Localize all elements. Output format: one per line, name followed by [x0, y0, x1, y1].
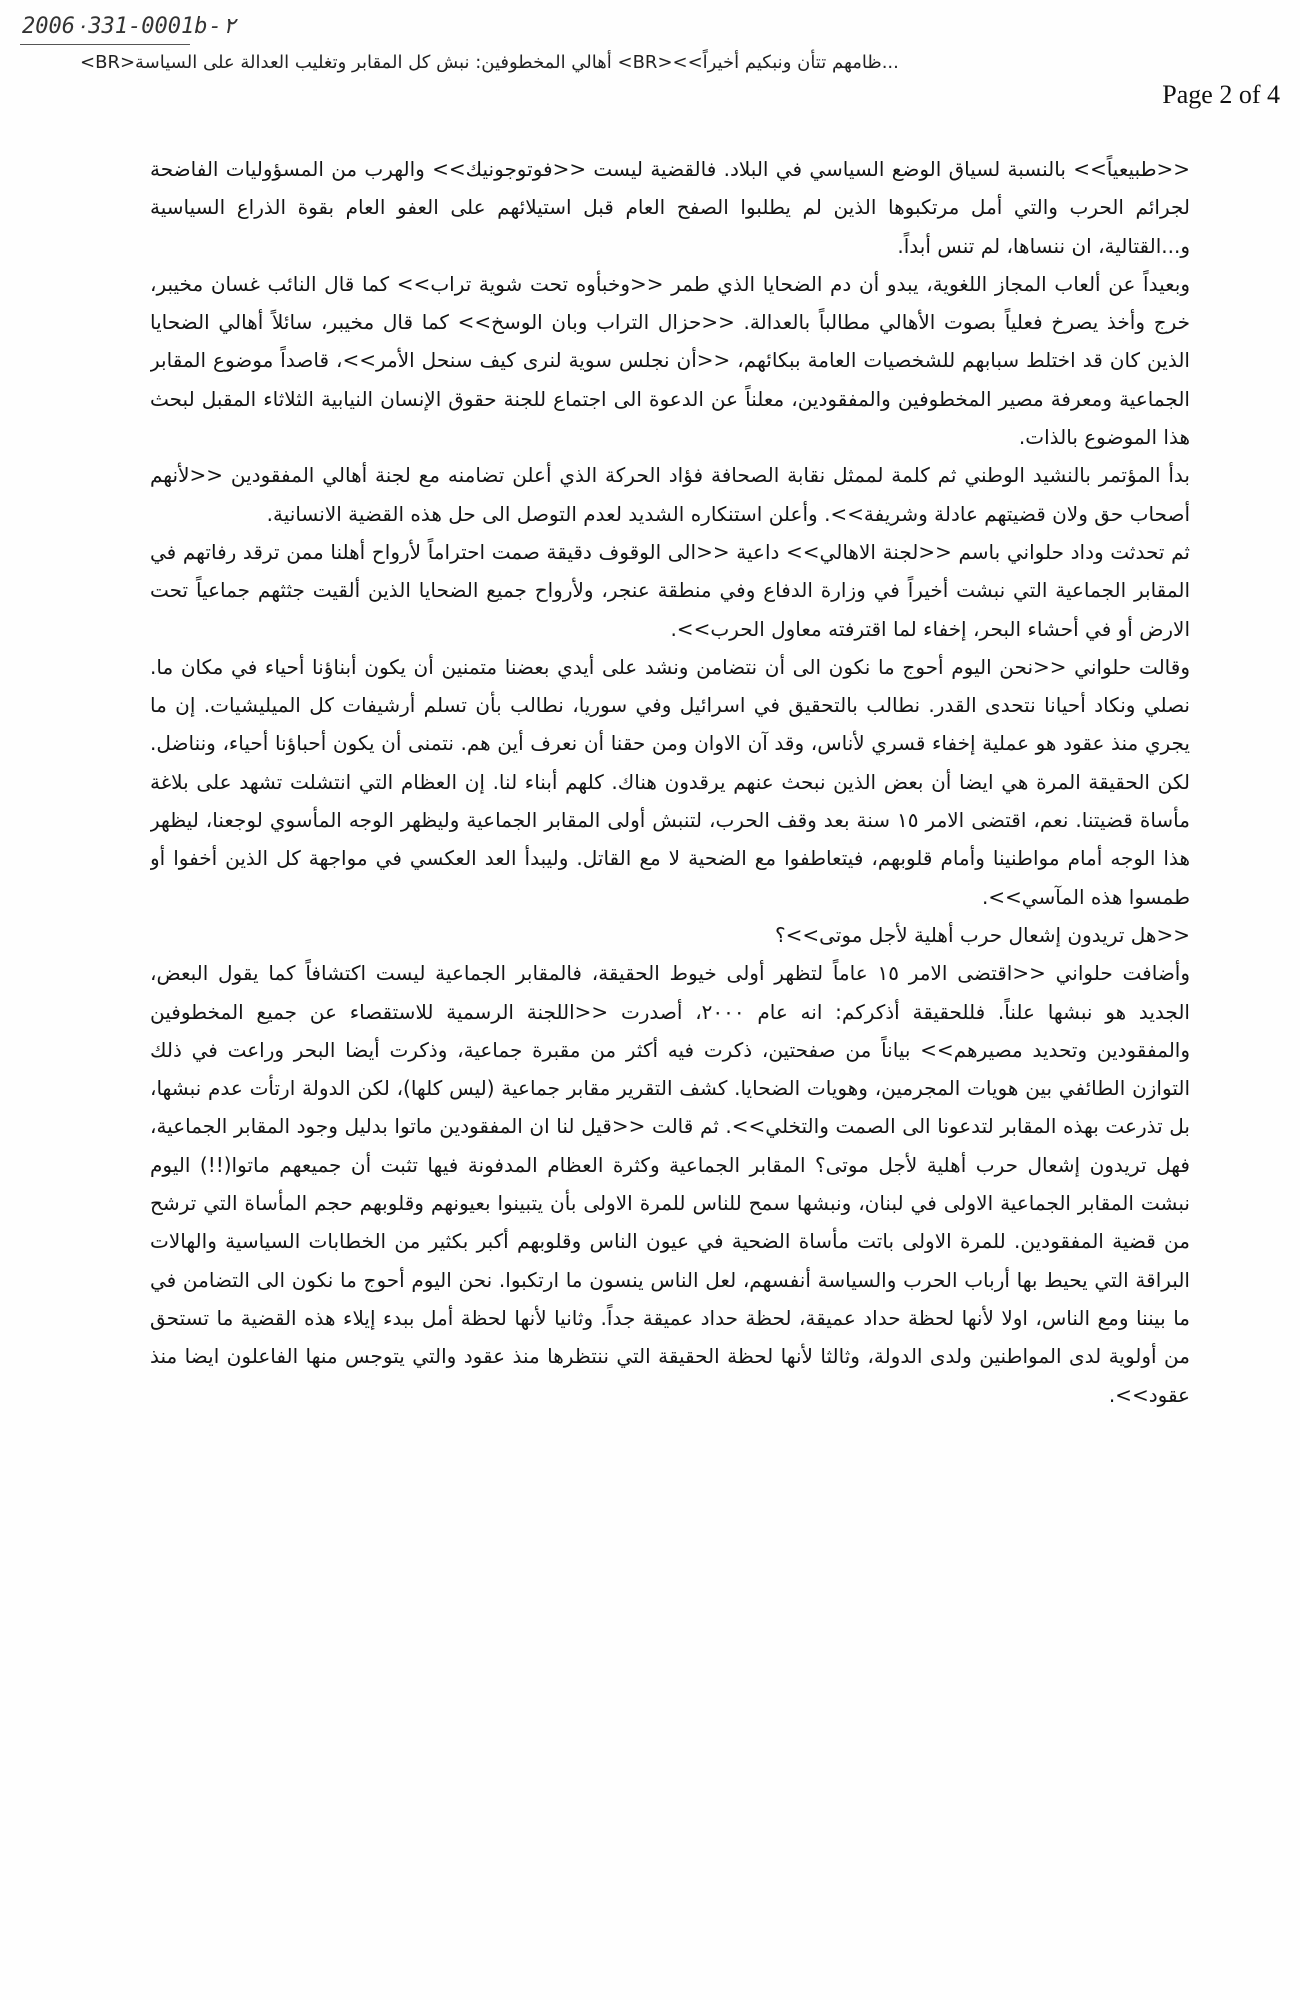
- handwritten-document-id: 2006٠331-0001b-٢: [22, 14, 236, 39]
- paragraph: وقالت حلواني <<نحن اليوم أحوج ما نكون الى أن نتضامن ونشد على أيدي بعضنا متمنين أن يكون أبناؤنا أحياء في مكان ما. نصلي ونكاد أحيانا نتحدى القدر. نطالب بالتحقيق في اسرائيل وفي سوريا، نطالب بأن تسلم أرشيفات كل الميليشيات. إن ما يجري منذ عقود هو عملية إخفاء قسري لأناس، وقد آن الاوان ومن حقنا أن نعرف أين هم. نتمنى أن يكون أحباؤنا أحياء، ونناضل. لكن الحقيقة المرة هي ايضا أن بعض الذين نبحث عنهم يرقدون هناك. كلهم أبناء لنا. إن العظام التي انتشلت تشهد على بلاغة مأساة قضيتنا. نعم، اقتضى الامر ١٥ سنة بعد وقف الحرب، لتنبش أولى المقابر الجماعية وليظهر الوجه المأسوي لوجعنا، ليظهر هذا الوجه أمام مواطنينا وأمام قلوبهم، فيتعاطفوا مع الضحية لا مع القاتل. وليبدأ العد العكسي في مواجهة كل الذين أخفوا أو طمسوا هذه المآسي>>.: [150, 654, 1190, 909]
- header-title: ...ظامهم تتأن ونبكيم أخيراً>><BR> أهالي المخطوفين: نبش كل المقابر وتغليب العدالة على السياسة<BR>: [80, 52, 899, 73]
- page-number: Page 2 of 4: [1162, 80, 1280, 109]
- paragraph: <<طبيعياً>> بالنسبة لسياق الوضع السياسي في البلاد. فالقضية ليست <<فوتوجونيك>> والهرب من المسؤوليات الفاضحة لجرائم الحرب والتي أمل مرتكبوها الذين لم يطلبوا الصفح العام قبل استيلائهم على العفو العام بقوة الذراع السياسية و...القتالية، ان ننساها، لم تنس أبداً.: [150, 157, 1190, 258]
- paragraph: بدأ المؤتمر بالنشيد الوطني ثم كلمة لممثل نقابة الصحافة فؤاد الحركة الذي أعلن تضامنه مع لجنة أهالي المفقودين <<لأنهم أصحاب حق ولان قضيتهم عادلة وشريفة>>. وأعلن استنكاره الشديد لعدم التوصل الى حل هذه القضية الانسانية.: [150, 463, 1190, 526]
- article-body: [150, 150, 1190, 1980]
- handwritten-underline: [20, 44, 190, 45]
- paragraph: <<هل تريدون إشعال حرب أهلية لأجل موتى>>؟: [775, 922, 1190, 947]
- paragraph: ثم تحدثت وداد حلواني باسم <<لجنة الاهالي>> داعية <<الى الوقوف دقيقة صمت احتراماً لأرواح أهلنا ممن ترقد رفاتهم في المقابر الجماعية التي نبشت أخيراً في وزارة الدفاع وفي منطقة عنجر، ولأرواح جميع الضحايا الذين ألقيت جثثهم جماعياً تحت الارض أو في أحشاء البحر، إخفاء لما اقترفته معاول الحرب>>.: [150, 539, 1190, 641]
- paragraph: وأضافت حلواني <<اقتضى الامر ١٥ عاماً لتظهر أولى خيوط الحقيقة، فالمقابر الجماعية ليست اكتشافاً كما يقول البعض، الجديد هو نبشها علناً. فللحقيقة أذكركم: انه عام ٢٠٠٠، أصدرت <<اللجنة الرسمية للاستقصاء عن جميع المخطوفين والمفقودين وتحديد مصيرهم>> بياناً من صفحتين، ذكرت فيه أكثر من مقبرة جماعية، وذكرت أيضا البحر وراعت في ذلك التوازن الطائفي بين هويات المجرمين، وهويات الضحايا. كشف التقرير مقابر جماعية (ليس كلها)، لكن الدولة ارتأت عدم نبشها، بل تذرعت بهذه المقابر لتدعونا الى الصمت والتخلي>>. ثم قالت <<قيل لنا ان المفقودين ماتوا بدليل وجود المقابر الجماعية، فهل تريدون إشعال حرب أهلية لأجل موتى؟ المقابر الجماعية وكثرة العظام المدفونة فيها تثبت أن جميعهم ماتوا(!!) اليوم نبشت المقابر الجماعية الاولى في لبنان، ونبشها سمح للناس للمرة الاولى بأن يتبينوا بعيونهم وقلوبهم حجم المأساة التي ترشح من قضية المفقودين. للمرة الاولى باتت مأساة الضحية في عيون الناس وقلوبهم أكبر بكثير من الخطابات السياسية والهالات البراقة التي يحيط بها أرباب الحرب والسياسة أنفسهم، لعل الناس ينسون ما ارتكبوا. نحن اليوم أحوج ما نكون الى التضامن في ما بيننا ومع الناس، اولا لأنها لحظة حداد عميقة، لحظة حداد عميقة جداً. وثانيا لأنها لحظة أمل ببدء إيلاء هذه القضية ما تستحق من أولوية لدى المواطنين ولدى الدولة، وثالثا لأنها لحظة الحقيقة التي ننتظرها منذ عقود والتي يتوجس منها الفاعلون ايضا منذ عقود>>.: [150, 961, 1190, 1407]
- page-header: [60, 50, 1280, 110]
- paragraph: وبعيداً عن ألعاب المجاز اللغوية، يبدو أن دم الضحايا الذي طمر <<وخبأوه تحت شوية تراب>> كما قال النائب غسان مخيبر، خرج وأخذ يصرخ فعلياً بصوت الأهالي مطالباً بالعدالة. <<حزال التراب وبان الوسخ>> كما قال مخيبر، سائلاً أهالي الضحايا الذين كان قد اختلط سبابهم للشخصيات العامة ببكائهم، <<أن نجلس سوية لنرى كيف سنحل الأمر>>، قاصداً موضوع المقابر الجماعية ومعرفة مصير المخطوفين والمفقودين، معلناً عن الدعوة الى اجتماع للجنة حقوق الإنسان النيابية الثلاثاء المقبل لبحث هذا الموضوع بالذات.: [150, 271, 1190, 450]
